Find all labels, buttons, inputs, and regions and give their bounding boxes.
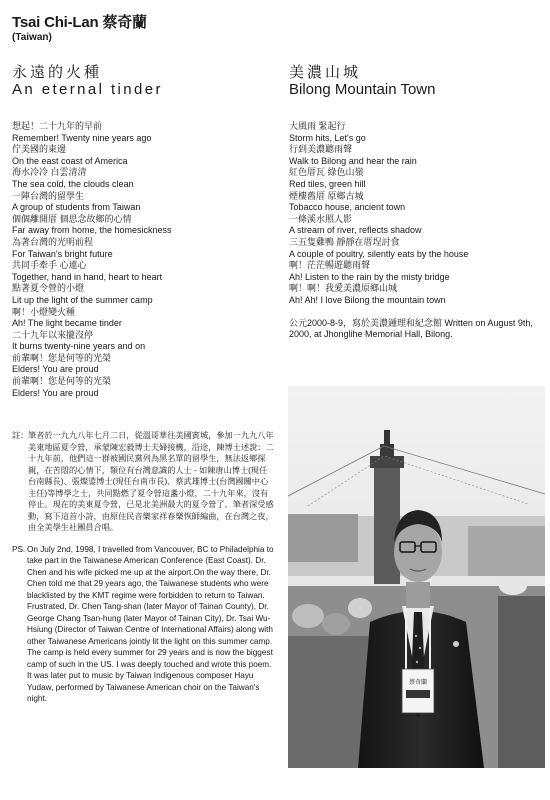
poem-line: Ah! Listen to the rain by the misty bridge (289, 271, 450, 282)
poem-line: Far away from home, the homesickness (12, 225, 172, 236)
poem-line: A stream of river, reflects shadow (289, 225, 422, 236)
poem-line: Ah! The light became tinder (12, 318, 122, 329)
poem-line: On the east coast of America (12, 155, 128, 166)
poem-line: 煙樓舊厝 原鄉古城 (289, 190, 364, 201)
poem-line: 行到美濃聽雨聲 (289, 144, 353, 155)
poem-bilong-mountain-town (289, 64, 541, 341)
poem-title-en: An eternal tinder (12, 81, 163, 98)
poem-line: 佇美國的東邊 (12, 144, 67, 155)
poem-line: Together, hand in hand, heart to heart (12, 271, 163, 282)
poem-line: 三五隻雞鴨 靜靜在厝埕討食 (289, 236, 400, 247)
poem-an-eternal-tinder (12, 64, 282, 399)
note-label: 註： (12, 431, 29, 440)
poem-title-en: Bilong Mountain Town (289, 81, 436, 98)
poem-line: 前輩啊！您是何等的光榮 (12, 352, 112, 363)
poem-lines (12, 121, 282, 399)
poem-line: 海水冷冷 白雲清清 (12, 167, 87, 178)
poem-title-zh: 美濃山城 (289, 64, 362, 81)
poem-lines (289, 121, 541, 307)
poem-line: 啊！啊！我愛美濃原鄉山城 (289, 283, 398, 294)
poem-line: It burns twenty-nine years and on (12, 341, 146, 352)
author-header (12, 14, 147, 44)
note-english (12, 544, 274, 705)
poem-line: 共同手牽手 心連心 (12, 260, 87, 271)
poem-signature: 公元2000-8-9，寫於美濃鍾理和紀念館 Written on August 9th, 2000, at Jhonglihe Memorial Hall, Bilong. (289, 317, 533, 340)
poem-line: Storm hits, Let's go (289, 132, 366, 143)
poem-title-zh: 永遠的火種 (12, 64, 103, 81)
poem-line: 前輩啊！您是何等的光榮 (12, 376, 112, 387)
poem-line: 二十九年以來攏沒停 (12, 329, 94, 340)
poem-line: Lit up the light of the summer camp (12, 294, 153, 305)
poem-line: Elders! You are proud (12, 387, 99, 398)
poem-line: Ah! Ah! I love Bilong the mountain town (289, 294, 446, 305)
poem-line: 啊！茫茫暢遊聽雨聲 (289, 260, 371, 271)
poem-line: For Taiwan's bright future (12, 248, 113, 259)
author-name: Tsai Chi-Lan 蔡奇蘭 (12, 14, 147, 31)
author-photo (288, 386, 545, 768)
poem-line: The sea cold, the clouds clean (12, 178, 134, 189)
poem-line: 個個離開厝 個思念故鄉的心情 (12, 213, 132, 224)
note-chinese (12, 430, 274, 534)
poem-line: 一條溪水照人影 (289, 213, 353, 224)
poem-line: 想起！二十九年的早前 (12, 121, 103, 131)
poem-line: 紅色厝瓦 綠色山嶺 (289, 167, 364, 178)
poem-line: 一陣台灣的留學生 (12, 190, 85, 201)
poem-line: 大風雨 緊起行 (289, 121, 346, 131)
notes-section (12, 430, 274, 705)
poem-line: Elders! You are proud (12, 364, 99, 375)
author-country: (Taiwan) (12, 32, 52, 43)
poem-line: Remember! Twenty nine years ago (12, 132, 152, 143)
poem-line: Red tiles, green hill (289, 178, 366, 189)
note-text: On July 2nd, 1998, I travelled from Vancouver, BC to Philadelphia to take part in the Taiwanese American Conference (East Coast). Dr. Chen and his wife picked me up at the airport.On the way there, Dr. Chen told me that 29 years ago, the Taiwanese students who were blacklisted by the KMT regime were forbidden to return to Taiwan. Frustrated, Dr. Chen Tang-shan (later Mayor of Tainan County), Dr. George Chang Tsan-hung (later Mayor of Tainan City), Dr. Tsai Wu-Hsiung (Director of Taiwan Centre of International Affairs) along with other Taiwanese Americans jointly lit the light on this summer camp. The camp is held every summer for 29 years and is now the biggest camp of such in the US. I was deeply touched and wrote this poem. It was later put to music by Taiwan Indigenous composer Hayu Yudaw, performed by Taiwanese American choir on the Taiwan's night. (27, 544, 274, 703)
note-text: 筆者於一九九八年七月二日，從溫哥華往美國賓城，參加一九九八年美東地區夏令營，承蒙陳宏毅博士夫婦接機，沿途，陳博士述說：二十九年前，他們這一群被國民黨列為黑名單的留學生，無法返鄉探親，在苦悶的心情下，類位有台灣意識的人士 - 如陳唐山博士(現任台南縣長)、張燦鍙博士(現任台南市長)、蔡武雄博士(台灣國關中心主任)等博學之士，共同點燃了夏令營這盞小燈，二十九年來，沒有停止。現在的美東夏令營，已是北美洲最大的夏令營了。筆者深受感動，寫下這首小詩，由原住民音樂家祥春樂恢師編曲，在台灣之夜，由全美學生社團員合唱。 (28, 431, 274, 532)
badge-name: 蔡奇蘭 (408, 679, 428, 686)
photo-illustration (288, 386, 545, 768)
poem-line: 啊！小燈變火種 (12, 306, 76, 317)
poem-line: Walk to Bilong and hear the rain (289, 155, 417, 166)
poem-line: A group of students from Taiwan (12, 202, 141, 213)
poem-line: A couple of poultry, silently eats by the house (289, 248, 469, 259)
poem-line: 點著夏令營的小燈 (12, 283, 85, 294)
poem-line: 為著台灣的光明前程 (12, 236, 94, 247)
note-label: PS. (12, 544, 26, 554)
poem-line: Tobacco house, ancient town (289, 202, 406, 213)
